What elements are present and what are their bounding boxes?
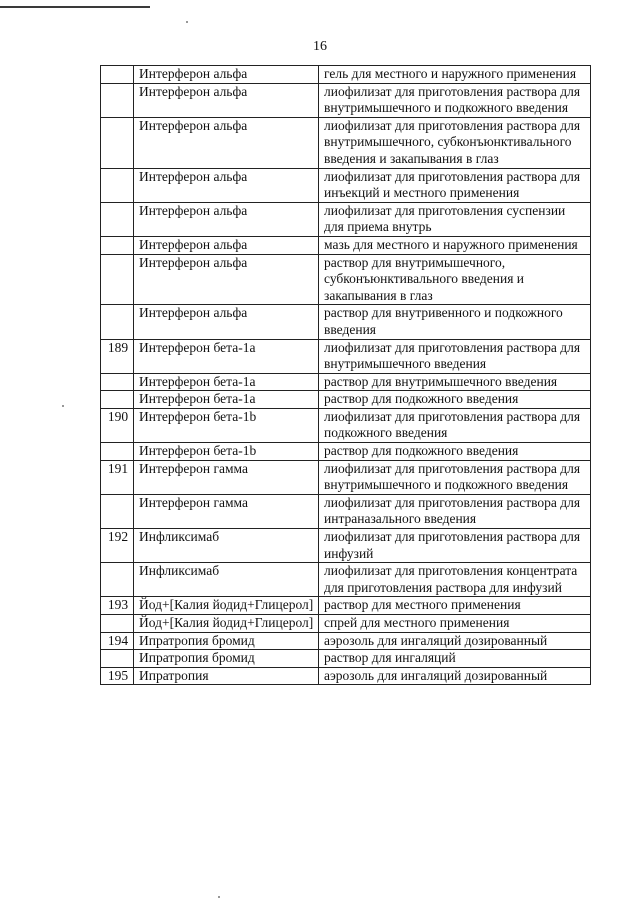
- table-row: [101, 632, 591, 650]
- scan-speck: [62, 405, 64, 407]
- row-number: [101, 391, 134, 409]
- table-row: [101, 202, 591, 236]
- row-number: [101, 254, 134, 305]
- dosage-form: лиофилизат для приготовления раствора для внутримышечного, субконъюнктивального введения и закапывания в глаз: [319, 117, 591, 168]
- dosage-form: лиофилизат для приготовления концентрата для приготовления раствора для инфузий: [319, 563, 591, 597]
- table-row: [101, 667, 591, 685]
- page-number: 16: [313, 39, 327, 54]
- table-row: [101, 83, 591, 117]
- drug-name: Интерферон альфа: [134, 254, 319, 305]
- table-row: [101, 597, 591, 615]
- row-number: 195: [101, 667, 134, 685]
- row-number: 194: [101, 632, 134, 650]
- drug-name: Интерферон бета-1b: [134, 443, 319, 461]
- table-row: [101, 443, 591, 461]
- row-number: [101, 168, 134, 202]
- scan-speck: [218, 896, 220, 898]
- drug-name: Интерферон альфа: [134, 305, 319, 339]
- row-number: 191: [101, 460, 134, 494]
- table-row: [101, 117, 591, 168]
- row-number: [101, 202, 134, 236]
- drug-name: Интерферон бета-1а: [134, 373, 319, 391]
- table-row: [101, 373, 591, 391]
- drug-name: Инфликсимаб: [134, 529, 319, 563]
- row-number: [101, 66, 134, 84]
- dosage-form: спрей для местного применения: [319, 615, 591, 633]
- drug-name: Интерферон альфа: [134, 66, 319, 84]
- row-number: 192: [101, 529, 134, 563]
- row-number: [101, 563, 134, 597]
- drug-name: Инфликсимаб: [134, 563, 319, 597]
- table-row: [101, 494, 591, 528]
- dosage-form: лиофилизат для приготовления раствора для внутримышечного и подкожного введения: [319, 83, 591, 117]
- table-row: [101, 305, 591, 339]
- table-row: [101, 254, 591, 305]
- dosage-form: аэрозоль для ингаляций дозированный: [319, 667, 591, 685]
- dosage-form: раствор для местного применения: [319, 597, 591, 615]
- table-row: [101, 615, 591, 633]
- row-number: [101, 83, 134, 117]
- drug-name: Интерферон альфа: [134, 202, 319, 236]
- table-row: [101, 563, 591, 597]
- table-row: [101, 66, 591, 84]
- drug-name: Йод+[Калия йодид+Глицерол]: [134, 597, 319, 615]
- drug-name: Интерферон альфа: [134, 236, 319, 254]
- dosage-form: лиофилизат для приготовления раствора для внутримышечного введения: [319, 339, 591, 373]
- drug-name: Интерферон бета-1а: [134, 339, 319, 373]
- table-row: [101, 168, 591, 202]
- drug-name: Йод+[Калия йодид+Глицерол]: [134, 615, 319, 633]
- drug-name: Ипратропия: [134, 667, 319, 685]
- row-number: [101, 373, 134, 391]
- dosage-form: аэрозоль для ингаляций дозированный: [319, 632, 591, 650]
- dosage-form: раствор для подкожного введения: [319, 443, 591, 461]
- drug-name: Ипратропия бромид: [134, 632, 319, 650]
- drug-name: Интерферон бета-1b: [134, 408, 319, 442]
- drug-name: Интерферон альфа: [134, 83, 319, 117]
- table-row: [101, 460, 591, 494]
- row-number: 189: [101, 339, 134, 373]
- dosage-form: лиофилизат для приготовления раствора для инфузий: [319, 529, 591, 563]
- row-number: 190: [101, 408, 134, 442]
- top-scan-rule: [0, 6, 150, 8]
- dosage-form: раствор для внутримышечного введения: [319, 373, 591, 391]
- table-row: [101, 236, 591, 254]
- dosage-form: лиофилизат для приготовления суспензии для приема внутрь: [319, 202, 591, 236]
- drug-table-body: [101, 66, 591, 685]
- table-row: [101, 391, 591, 409]
- dosage-form: раствор для подкожного введения: [319, 391, 591, 409]
- row-number: [101, 615, 134, 633]
- dosage-form: лиофилизат для приготовления раствора для подкожного введения: [319, 408, 591, 442]
- drug-name: Интерферон альфа: [134, 168, 319, 202]
- drug-name: Интерферон бета-1а: [134, 391, 319, 409]
- table-row: [101, 408, 591, 442]
- dosage-form: мазь для местного и наружного применения: [319, 236, 591, 254]
- row-number: [101, 236, 134, 254]
- dosage-form: раствор для внутривенного и подкожного введения: [319, 305, 591, 339]
- table-row: [101, 650, 591, 668]
- dosage-form: гель для местного и наружного применения: [319, 66, 591, 84]
- row-number: [101, 443, 134, 461]
- dosage-form: раствор для ингаляций: [319, 650, 591, 668]
- table-row: [101, 529, 591, 563]
- row-number: [101, 117, 134, 168]
- dosage-form: лиофилизат для приготовления раствора для внутримышечного и подкожного введения: [319, 460, 591, 494]
- drug-name: Интерферон гамма: [134, 494, 319, 528]
- dosage-form: лиофилизат для приготовления раствора для интраназального введения: [319, 494, 591, 528]
- drug-name: Ипратропия бромид: [134, 650, 319, 668]
- scan-speck: [186, 21, 188, 23]
- drug-name: Интерферон альфа: [134, 117, 319, 168]
- row-number: [101, 305, 134, 339]
- row-number: [101, 650, 134, 668]
- table-row: [101, 339, 591, 373]
- row-number: 193: [101, 597, 134, 615]
- dosage-form: раствор для внутримышечного, субконъюнктивального введения и закапывания в глаз: [319, 254, 591, 305]
- drug-table: [100, 65, 591, 685]
- drug-name: Интерферон гамма: [134, 460, 319, 494]
- dosage-form: лиофилизат для приготовления раствора для инъекций и местного применения: [319, 168, 591, 202]
- row-number: [101, 494, 134, 528]
